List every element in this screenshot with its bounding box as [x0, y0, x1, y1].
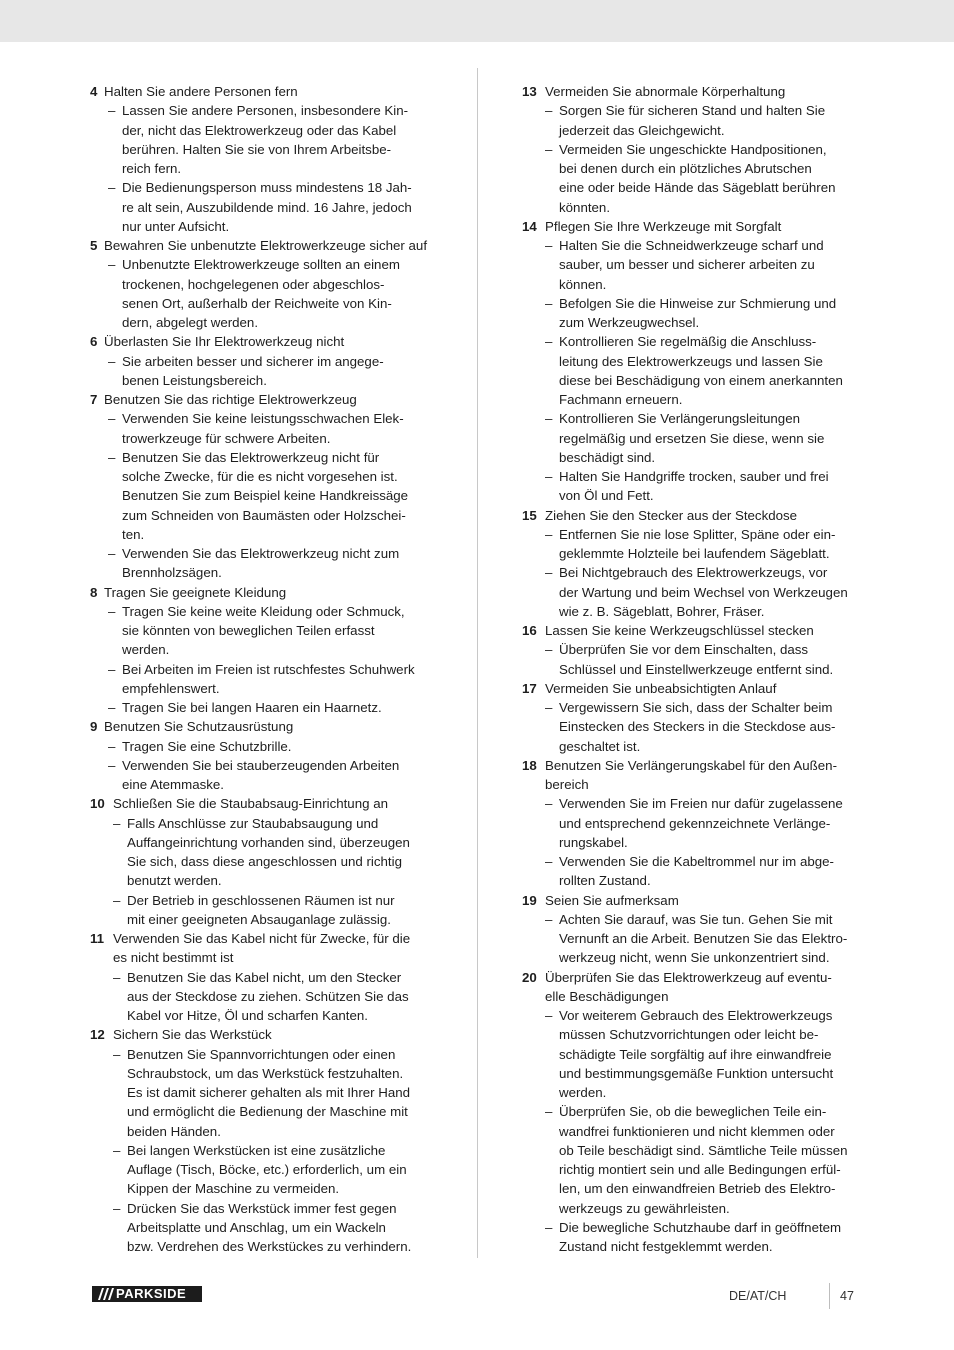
bullet-line: Drücken Sie das Werkstück immer fest gegen	[127, 1200, 397, 1216]
bullet-line: diese bei Beschädigung von einem anerkannten	[559, 372, 843, 388]
bullet-line: beschädigt sind.	[559, 449, 656, 465]
parkside-logo	[92, 1286, 202, 1302]
section-title-line: Lassen Sie keine Werkzeugschlüssel stecken	[545, 623, 814, 638]
section-title	[522, 679, 872, 698]
bullet-line: Halten Sie Handgriffe trocken, sauber und frei	[559, 469, 829, 484]
dash-marker: –	[545, 565, 553, 581]
section-title-line: Benutzen Sie Schutzausrüstung	[104, 719, 294, 735]
dash-marker: –	[113, 1142, 121, 1158]
bullet-line: Verwenden Sie das Elektrowerkzeug nicht zum	[122, 546, 400, 561]
bullet-item	[522, 467, 872, 506]
dash-marker: –	[545, 700, 553, 715]
bullet-item	[522, 1218, 872, 1257]
section-title	[522, 506, 872, 525]
section-number: 16	[522, 623, 537, 638]
bullet-line: müssen Schutzvorrichtungen oder leicht be-	[559, 1027, 819, 1043]
bullet-line: richtig montiert sein und alle Bedingungen erfül-	[559, 1162, 841, 1177]
section-title-line: elle Beschädigungen	[545, 988, 669, 1004]
dash-marker: –	[108, 353, 116, 369]
bullet-line: Benutzen Sie das Elektrowerkzeug nicht für	[122, 449, 380, 465]
bullet-line: Entfernen Sie nie lose Splitter, Späne oder ein-	[559, 526, 836, 542]
dash-marker: –	[545, 411, 553, 427]
bullet-item	[90, 178, 440, 236]
bullet-line: Verwenden Sie bei stauberzeugenden Arbeiten	[122, 757, 400, 773]
bullet-item	[522, 236, 872, 294]
bullet-item	[90, 737, 440, 756]
section-title	[90, 236, 440, 255]
bullet-line: werden.	[122, 642, 170, 658]
bullet-line: senen Ort, außerhalb der Reichweite von Kin-	[122, 295, 392, 311]
bullet-line: len, um den einwandfreien Betrieb des Elektro-	[559, 1181, 836, 1197]
section-number: 9	[90, 719, 98, 735]
bullet-line: Die Bedienungsperson muss mindestens 18 Jah-	[122, 180, 412, 196]
bullet-line: von Öl und Fett.	[559, 488, 654, 504]
section-title-line: Überlasten Sie Ihr Elektrowerkzeug nicht	[104, 334, 345, 350]
dash-marker: –	[545, 1008, 553, 1023]
page-number: 47	[840, 1289, 854, 1303]
section-number: 13	[522, 84, 537, 99]
bullet-line: Bei langen Werkstücken ist eine zusätzliche	[127, 1142, 386, 1158]
section-number: 10	[90, 796, 105, 812]
bullet-item	[90, 602, 440, 660]
bullet-line: trowerkzeuge für schwere Arbeiten.	[122, 430, 331, 446]
section-number: 20	[522, 969, 537, 985]
bullet-item	[90, 1141, 440, 1199]
bullet-line: Vergewissern Sie sich, dass der Schalter beim	[559, 700, 833, 715]
bullet-line: Vernunft an die Arbeit. Benutzen Sie das Elektro-	[559, 931, 848, 946]
dash-marker: –	[113, 892, 121, 908]
dash-marker: –	[545, 334, 553, 350]
bullet-item	[522, 640, 872, 679]
section-title	[90, 82, 440, 101]
header-band	[0, 0, 954, 42]
bullet-line: Auffangeinrichtung vorhanden sind, überzeugen	[127, 834, 410, 850]
bullet-line: schädigte Teile sorgfältig auf ihre einwandfreie	[559, 1046, 832, 1062]
section-number: 11	[90, 931, 105, 946]
section-number: 15	[522, 507, 537, 523]
bullet-line: empfehlenswert.	[122, 680, 220, 696]
bullet-line: Der Betrieb in geschlossenen Räumen ist nur	[127, 892, 395, 908]
bullet-item	[90, 814, 440, 891]
bullet-line: könnten.	[559, 199, 611, 215]
bullet-line: solche Zwecke, für die es nicht vorgesehen ist.	[122, 469, 398, 484]
bullet-line: Benutzen Sie zum Beispiel keine Handkreissäge	[122, 488, 409, 504]
bullet-item	[522, 409, 872, 467]
bullet-line: regelmäßig und ersetzen Sie diese, wenn sie	[559, 430, 825, 446]
section-title	[90, 794, 440, 813]
country-codes: DE/AT/CH	[729, 1289, 787, 1303]
bullet-item	[90, 968, 440, 1026]
bullet-item	[90, 448, 440, 544]
section-title	[90, 583, 440, 602]
dash-marker: –	[545, 1219, 553, 1235]
bullet-line: geschaltet ist.	[559, 738, 641, 754]
section-number: 6	[90, 334, 98, 350]
section-title	[90, 390, 440, 409]
section-number: 17	[522, 680, 537, 696]
section-title-line: bereich	[545, 777, 589, 792]
bullet-line: Kabel vor Hitze, Öl und scharfen Kanten.	[127, 1008, 368, 1023]
section-title-line: Halten Sie andere Personen fern	[104, 84, 298, 99]
section-number: 18	[522, 757, 537, 773]
dash-marker: –	[108, 738, 116, 754]
section-number: 12	[90, 1027, 105, 1043]
section-title-line: Seien Sie aufmerksam	[545, 892, 679, 908]
bullet-line: Einstecken des Steckers in die Steckdose aus-	[559, 719, 836, 735]
dash-marker: –	[545, 526, 553, 542]
bullet-item	[90, 101, 440, 178]
dash-marker: –	[113, 815, 121, 831]
bullet-item	[522, 525, 872, 564]
bullet-item	[90, 698, 440, 717]
bullet-line: Vor weiterem Gebrauch des Elektrowerkzeugs	[559, 1008, 833, 1023]
bullet-line: benutzt werden.	[127, 873, 222, 889]
section-title-line: es nicht bestimmt ist	[113, 950, 234, 966]
bullet-item	[522, 563, 872, 621]
bullet-item	[90, 544, 440, 583]
bullet-line: Schlüssel und Einstellwerkzeuge entfernt sind.	[559, 661, 834, 677]
bullet-line: Halten Sie die Schneidwerkzeuge scharf und	[559, 238, 824, 253]
bullet-line: Lassen Sie andere Personen, insbesondere Kin-	[122, 103, 409, 119]
bullet-line: und entsprechend gekennzeichnete Verlänge-	[559, 815, 831, 831]
bullet-line: Zustand nicht festgeklemmt werden.	[559, 1239, 773, 1254]
bullet-line: Kontrollieren Sie regelmäßig die Anschluss-	[559, 334, 817, 350]
bullet-item	[90, 660, 440, 699]
dash-marker: –	[108, 411, 116, 427]
dash-marker: –	[108, 546, 116, 561]
section-number: 5	[90, 238, 98, 253]
bullet-line: geklemmte Holzteile bei laufendem Sägeblatt.	[559, 546, 830, 561]
bullet-line: Schraubstock, um das Werkstück festzuhalten.	[127, 1065, 404, 1081]
bullet-line: mit einer geeigneten Absauganlage zulässig.	[127, 911, 391, 927]
dash-marker: –	[108, 603, 116, 619]
dash-marker: –	[545, 295, 553, 311]
bullet-line: Tragen Sie bei langen Haaren ein Haarnetz.	[122, 700, 382, 715]
bullet-line: Achten Sie darauf, was Sie tun. Gehen Sie mit	[559, 911, 833, 927]
bullet-line: werkzeugs zu gewährleisten.	[559, 1200, 730, 1216]
bullet-line: Überprüfen Sie, ob die beweglichen Teile ein-	[559, 1104, 827, 1120]
bullet-line: Kippen der Maschine zu vermeiden.	[127, 1181, 340, 1197]
bullet-line: Tragen Sie eine Schutzbrille.	[122, 738, 292, 754]
bullet-item	[90, 255, 440, 332]
bullet-line: der Wartung und beim Wechsel von Werkzeugen	[559, 584, 848, 600]
dash-marker: –	[545, 796, 553, 812]
bullet-line: Unbenutzte Elektrowerkzeuge sollten an einem	[122, 257, 400, 273]
section-title-line: Schließen Sie die Staubabsaug-Einrichtung an	[113, 796, 388, 812]
bullet-item	[522, 794, 872, 852]
bullet-line: Auflage (Tisch, Böcke, etc.) erforderlich, um ein	[127, 1162, 407, 1177]
section-title-line: Benutzen Sie das richtige Elektrowerkzeug	[104, 392, 357, 407]
bullet-item	[522, 101, 872, 140]
section-title	[522, 621, 872, 640]
bullet-line: zum Schneiden von Baumästen oder Holzschei-	[122, 507, 406, 523]
dash-marker: –	[545, 469, 553, 484]
section-title-line: Bewahren Sie unbenutzte Elektrowerkzeuge sicher auf	[104, 238, 428, 253]
bullet-line: Bei Nichtgebrauch des Elektrowerkzeugs, vor	[559, 565, 828, 581]
bullet-line: re alt sein, Auszubildende mind. 16 Jahre, jedoch	[122, 199, 412, 215]
bullet-line: und bestimmungsgemäße Funktion untersucht	[559, 1065, 834, 1081]
bullet-item	[90, 891, 440, 930]
bullet-item	[522, 294, 872, 333]
dash-marker: –	[545, 642, 553, 658]
bullet-item	[522, 910, 872, 968]
page-number-divider	[829, 1283, 830, 1309]
bullet-line: Benutzen Sie das Kabel nicht, um den Stecker	[127, 969, 402, 985]
bullet-item	[522, 852, 872, 891]
logo-stripes-icon	[96, 1286, 114, 1302]
bullet-line: eine Atemmaske.	[122, 777, 224, 792]
bullet-line: Tragen Sie keine weite Kleidung oder Schmuck,	[122, 603, 405, 619]
bullet-item	[90, 756, 440, 795]
section-number: 8	[90, 584, 98, 600]
section-title-line: Ziehen Sie den Stecker aus der Steckdose	[545, 507, 798, 523]
section-number: 14	[522, 218, 537, 234]
section-title	[522, 217, 872, 236]
bullet-item	[522, 140, 872, 217]
bullet-item	[90, 1199, 440, 1257]
bullet-line: können.	[559, 276, 607, 292]
section-title	[90, 717, 440, 736]
dash-marker: –	[108, 661, 116, 677]
dash-marker: –	[545, 238, 553, 253]
bullet-line: werkzeug nicht, wenn Sie unkonzentriert sind.	[559, 950, 830, 966]
dash-marker: –	[108, 103, 116, 119]
bullet-line: jederzeit das Gleichgewicht.	[559, 122, 725, 138]
bullet-line: rollten Zustand.	[559, 873, 651, 889]
right-column	[522, 82, 872, 1256]
bullet-line: Die bewegliche Schutzhaube darf in geöffnetem	[559, 1219, 842, 1235]
dash-marker: –	[545, 103, 553, 119]
bullet-line: wandfrei funktionieren und nicht klemmen oder	[559, 1123, 835, 1139]
bullet-line: beiden Händen.	[127, 1123, 221, 1139]
dash-marker: –	[113, 1200, 121, 1216]
bullet-line: Bei Arbeiten im Freien ist rutschfestes Schuhwerk	[122, 661, 415, 677]
bullet-line: Benutzen Sie Spannvorrichtungen oder einen	[127, 1046, 396, 1062]
section-title	[90, 929, 440, 968]
bullet-item	[90, 352, 440, 391]
bullet-line: Sie sich, dass diese angeschlossen und richtig	[127, 854, 402, 869]
bullet-item	[90, 409, 440, 448]
section-title	[90, 1025, 440, 1044]
dash-marker: –	[545, 854, 553, 869]
section-number: 19	[522, 892, 537, 908]
bullet-line: Überprüfen Sie vor dem Einschalten, dass	[559, 642, 809, 658]
bullet-item	[522, 1006, 872, 1102]
bullet-line: Falls Anschlüsse zur Staubabsaugung und	[127, 815, 379, 831]
left-column	[90, 82, 440, 1256]
bullet-item	[522, 698, 872, 756]
bullet-item	[90, 1045, 440, 1141]
bullet-line: benen Leistungsbereich.	[122, 372, 267, 388]
dash-marker: –	[545, 1104, 553, 1120]
bullet-line: aus der Steckdose zu ziehen. Schützen Sie das	[127, 988, 409, 1004]
bullet-line: trockenen, hochgelegenen oder abgeschlos-	[122, 276, 385, 292]
bullet-line: bzw. Verdrehen des Werkstückes zu verhindern.	[127, 1239, 412, 1254]
bullet-line: berühren. Halten Sie sie von Ihrem Arbeitsbe-	[122, 141, 392, 157]
section-title	[522, 756, 872, 795]
dash-marker: –	[108, 449, 116, 465]
bullet-item	[522, 1102, 872, 1218]
section-title	[522, 968, 872, 1007]
section-title-line: Überprüfen Sie das Elektrowerkzeug auf eventu-	[545, 969, 832, 985]
bullet-line: rungskabel.	[559, 834, 628, 850]
bullet-line: ten.	[122, 526, 145, 542]
bullet-line: Sorgen Sie für sicheren Stand und halten Sie	[559, 103, 826, 119]
bullet-line: und ermöglicht die Bedienung der Maschine mit	[127, 1104, 408, 1120]
dash-marker: –	[113, 969, 121, 985]
bullet-line: Sie arbeiten besser und sicherer im angege-	[122, 353, 384, 369]
section-title-line: Sichern Sie das Werkstück	[113, 1027, 272, 1043]
dash-marker: –	[108, 180, 116, 196]
section-number: 7	[90, 392, 98, 407]
bullet-line: der, nicht das Elektrowerkzeug oder das Kabel	[122, 122, 397, 138]
page-footer	[0, 1283, 954, 1323]
bullet-line: Fachmann erneuern.	[559, 392, 683, 407]
bullet-line: Es ist damit sicherer gehalten als mit Ihrer Hand	[127, 1085, 411, 1100]
bullet-line: werden.	[559, 1085, 607, 1100]
bullet-line: wie z. B. Sägeblatt, Bohrer, Fräser.	[559, 603, 765, 619]
section-title-line: Pflegen Sie Ihre Werkzeuge mit Sorgfalt	[545, 218, 782, 234]
dash-marker: –	[113, 1046, 121, 1062]
dash-marker: –	[108, 257, 116, 273]
section-title-line: Vermeiden Sie unbeabsichtigten Anlauf	[545, 680, 777, 696]
bullet-line: Arbeitsplatte und Anschlag, um ein Wackeln	[127, 1219, 386, 1235]
section-title-line: Verwenden Sie das Kabel nicht für Zwecke, für die	[113, 931, 411, 946]
bullet-line: Verwenden Sie die Kabeltrommel nur im abge-	[559, 854, 834, 869]
dash-marker: –	[545, 141, 553, 157]
bullet-line: bei denen durch ein plötzliches Abrutschen	[559, 161, 812, 176]
dash-marker: –	[545, 911, 553, 927]
bullet-line: nur unter Aufsicht.	[122, 218, 230, 234]
bullet-line: reich fern.	[122, 161, 182, 176]
section-number: 4	[90, 84, 98, 99]
brand-name: PARKSIDE	[116, 1286, 187, 1301]
section-title-line: Benutzen Sie Verlängerungskabel für den Außen-	[545, 757, 837, 773]
bullet-line: Vermeiden Sie ungeschickte Handpositionen,	[559, 141, 827, 157]
section-title	[522, 82, 872, 101]
bullet-line: Verwenden Sie keine leistungsschwachen Elek-	[122, 411, 404, 427]
bullet-line: Befolgen Sie die Hinweise zur Schmierung und	[559, 295, 837, 311]
bullet-line: eine oder beide Hände das Sägeblatt berühren	[559, 180, 836, 196]
bullet-line: sauber, um besser und sicherer arbeiten zu	[559, 257, 815, 273]
bullet-item	[522, 332, 872, 409]
section-title	[90, 332, 440, 351]
bullet-line: sie könnten von beweglichen Teilen erfasst	[122, 623, 375, 638]
dash-marker: –	[108, 757, 116, 773]
section-title-line: Vermeiden Sie abnormale Körperhaltung	[545, 84, 786, 99]
bullet-line: leitung des Elektrowerkzeugs und lassen Sie	[559, 353, 823, 369]
bullet-line: Kontrollieren Sie Verlängerungsleitungen	[559, 411, 800, 427]
bullet-line: Brennholzsägen.	[122, 565, 222, 581]
dash-marker: –	[108, 700, 116, 715]
bullet-line: Verwenden Sie im Freien nur dafür zugelassene	[559, 796, 843, 812]
bullet-line: ob Teile beschädigt sind. Sämtliche Teile müssen	[559, 1142, 848, 1158]
section-title-line: Tragen Sie geeignete Kleidung	[104, 584, 287, 600]
bullet-line: dern, abgelegt werden.	[122, 315, 259, 330]
section-title	[522, 891, 872, 910]
column-divider	[477, 68, 478, 1258]
bullet-line: zum Werkzeugwechsel.	[559, 315, 700, 330]
